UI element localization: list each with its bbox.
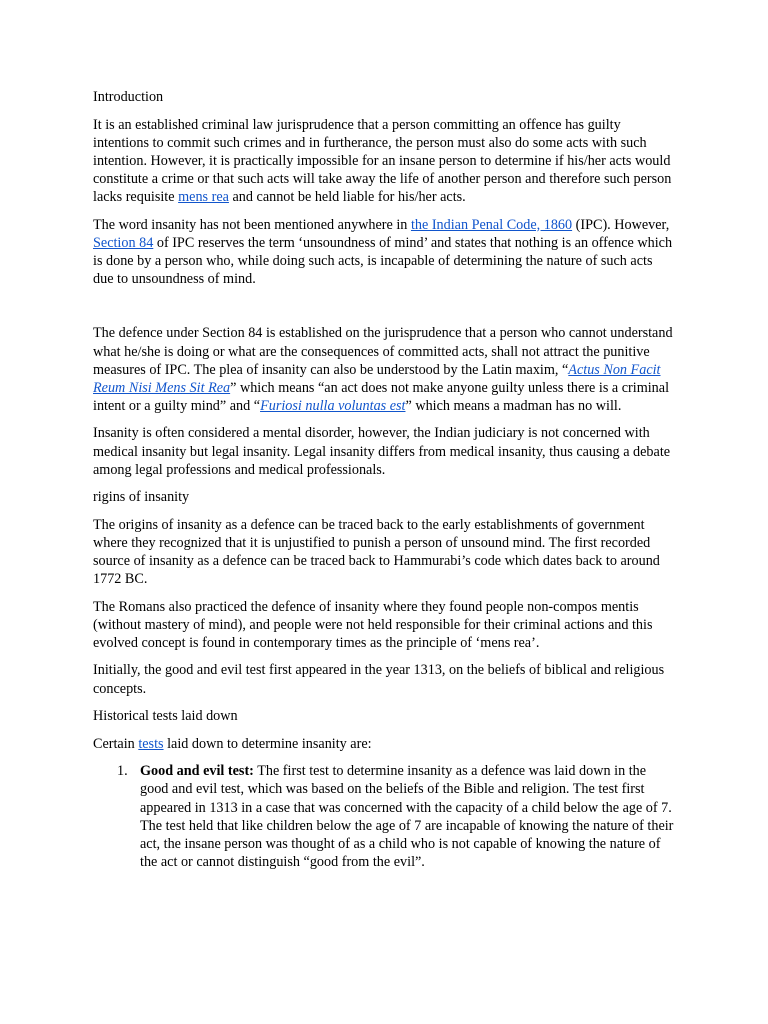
list-item-text: The first test to determine insanity as a defence was laid down in the good and evil test, which was based on the beliefs of the Bible and religion. The test first appeared in 1313 in a case that was concerned with the capacity of a child below the age of 7. The test held that like children below the age of 7 are incapable of knowing the nature of their act, the insane person was thought of as a child who is not capable of knowing the nature of the act or cannot distinguish “good from the evil”.	[140, 763, 674, 870]
blank-gap	[93, 297, 676, 324]
text-run: Certain	[93, 735, 139, 752]
paragraph-ipc	[93, 216, 676, 288]
heading-historical-tests: Historical tests laid down	[93, 708, 238, 725]
text-run: (IPC). However,	[572, 216, 670, 233]
paragraph-certain-tests	[93, 735, 676, 753]
link-mens-rea[interactable]: mens rea	[178, 188, 229, 205]
text-run: ” which means “an act does not make anyone guilty unless there is a criminal intent or a guilty mind” and “	[93, 379, 670, 414]
link-tests[interactable]: tests	[138, 735, 164, 752]
text-run: and cannot be held liable for his/her acts.	[228, 188, 466, 205]
text-run: The word insanity has not been mentioned anywhere in	[93, 216, 411, 233]
text-run: The defence under Section 84 is established on the jurisprudence that a person who cannot understand what he/she is doing or what are the consequences of committed acts, shall not attract the punitive measures of IPC. The plea of insanity can also be understood by the Latin maxim, “	[93, 325, 673, 378]
text-run: of IPC reserves the term ‘unsoundness of mind’ and states that nothing is an offence which is done by a person who, while doing such acts, is incapable of determining the nature of such acts due to unsoundness of mind.	[93, 234, 673, 287]
link-section-84[interactable]: Section 84	[93, 234, 154, 251]
paragraph-intro	[93, 116, 676, 206]
link-indian-penal-code[interactable]: the Indian Penal Code, 1860	[410, 216, 573, 233]
heading-origins: rigins of insanity	[93, 489, 190, 506]
paragraph-good-evil-intro: Initially, the good and evil test first appeared in the year 1313, on the beliefs of biblical and religious concepts.	[93, 662, 665, 697]
paragraph-romans: The Romans also practiced the defence of insanity where they found people non-compos mentis (without mastery of mind), and people were not held responsible for their criminal actions and this evolved concept is found in contemporary times as the principle of ‘mens rea’.	[93, 598, 653, 651]
link-furiosi[interactable]: Furiosi nulla voluntas est	[260, 397, 406, 414]
text-run: ” which means a madman has no will.	[405, 397, 622, 414]
paragraph-defence	[93, 324, 676, 414]
paragraph-origins: The origins of insanity as a defence can be traced back to the early establishments of government where they recognized that it is unjustified to punish a person of unsound mind. The first recorded source of insanity as a defence can be traced back to Hammurabi’s code which dates back to around 1772 BC.	[93, 516, 660, 588]
list-item-title: Good and evil test:	[140, 763, 254, 780]
tests-list	[93, 762, 676, 871]
heading-introduction: Introduction	[93, 89, 164, 105]
paragraph-medical-legal: Insanity is often considered a mental disorder, however, the Indian judiciary is not concerned with medical insanity but legal insanity. Legal insanity differs from medical insanity, thus causing a debate among legal professions and medical professionals.	[93, 425, 671, 478]
list-number: 1.	[117, 763, 128, 780]
list-item	[93, 762, 676, 871]
text-run: laid down to determine insanity are:	[163, 735, 372, 752]
link-actus-non-facit[interactable]: Actus Non Facit Reum Nisi Mens Sit Rea	[93, 361, 661, 396]
text-run: It is an established criminal law jurisprudence that a person committing an offence has guilty intentions to commit such crimes and in furtherance, the person must also do some acts with such intention. However, it is practically impossible for an insane person to determine if his/her acts would constitute a crime or that such acts will take away the life of another person and therefore such person lacks requisite	[93, 116, 672, 205]
